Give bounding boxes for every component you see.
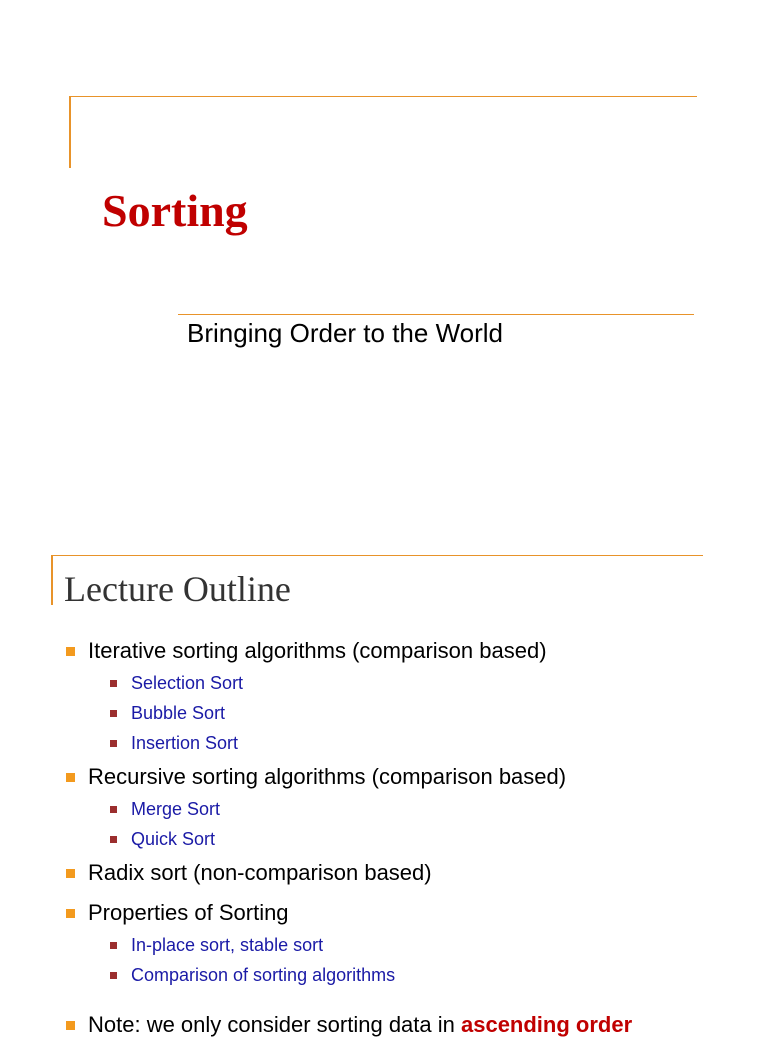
sub-item-label: Selection Sort (131, 673, 244, 693)
sub-item-label: Merge Sort (131, 799, 221, 819)
sub-item (110, 824, 566, 854)
square-bullet-icon (110, 942, 117, 949)
top-rule (69, 96, 697, 97)
sub-item (110, 728, 566, 758)
cutoff-note (66, 1012, 632, 1038)
square-bullet-icon (110, 836, 117, 843)
square-bullet-icon (110, 972, 117, 979)
left-rule (51, 555, 53, 605)
sub-item (110, 668, 566, 698)
square-bullet-icon (66, 909, 75, 918)
square-bullet-icon (66, 1021, 75, 1030)
sub-item (110, 960, 566, 990)
sub-list (88, 668, 566, 758)
outline-list (66, 638, 566, 996)
slide-title: Sorting (102, 185, 248, 236)
sub-item-label: Insertion Sort (131, 733, 239, 753)
outline-item-label: Iterative sorting algorithms (comparison based) (88, 638, 547, 663)
square-bullet-icon (110, 740, 117, 747)
outline-item-label: Radix sort (non-comparison based) (88, 860, 432, 885)
square-bullet-icon (110, 680, 117, 687)
cutoff-note-emphasis: ascending order (460, 1012, 633, 1037)
square-bullet-icon (66, 869, 75, 878)
sub-item (110, 794, 566, 824)
square-bullet-icon (110, 806, 117, 813)
top-rule (51, 555, 703, 556)
sub-item-label: Quick Sort (131, 829, 216, 849)
outline-item (66, 900, 566, 990)
sub-list (88, 794, 566, 854)
slide-subtitle: Bringing Order to the World (187, 318, 503, 348)
sub-item-label: Comparison of sorting algorithms (131, 965, 396, 985)
outline-item (66, 764, 566, 854)
subtitle-rule (178, 314, 694, 315)
sub-item (110, 698, 566, 728)
outline-item-label: Properties of Sorting (88, 900, 289, 925)
sub-item-label: In-place sort, stable sort (131, 935, 324, 955)
cutoff-note-text: Note: we only consider sorting data in (88, 1012, 461, 1037)
square-bullet-icon (66, 773, 75, 782)
square-bullet-icon (66, 647, 75, 656)
slide-heading: Lecture Outline (64, 569, 291, 609)
square-bullet-icon (110, 710, 117, 717)
sub-item-label: Bubble Sort (131, 703, 226, 723)
outline-item (66, 860, 566, 886)
sub-item (110, 930, 566, 960)
outline-slide (0, 530, 768, 1037)
left-rule (69, 96, 71, 168)
outline-item-label: Recursive sorting algorithms (comparison based) (88, 764, 567, 789)
sub-list (88, 930, 566, 990)
outline-item (66, 638, 566, 758)
